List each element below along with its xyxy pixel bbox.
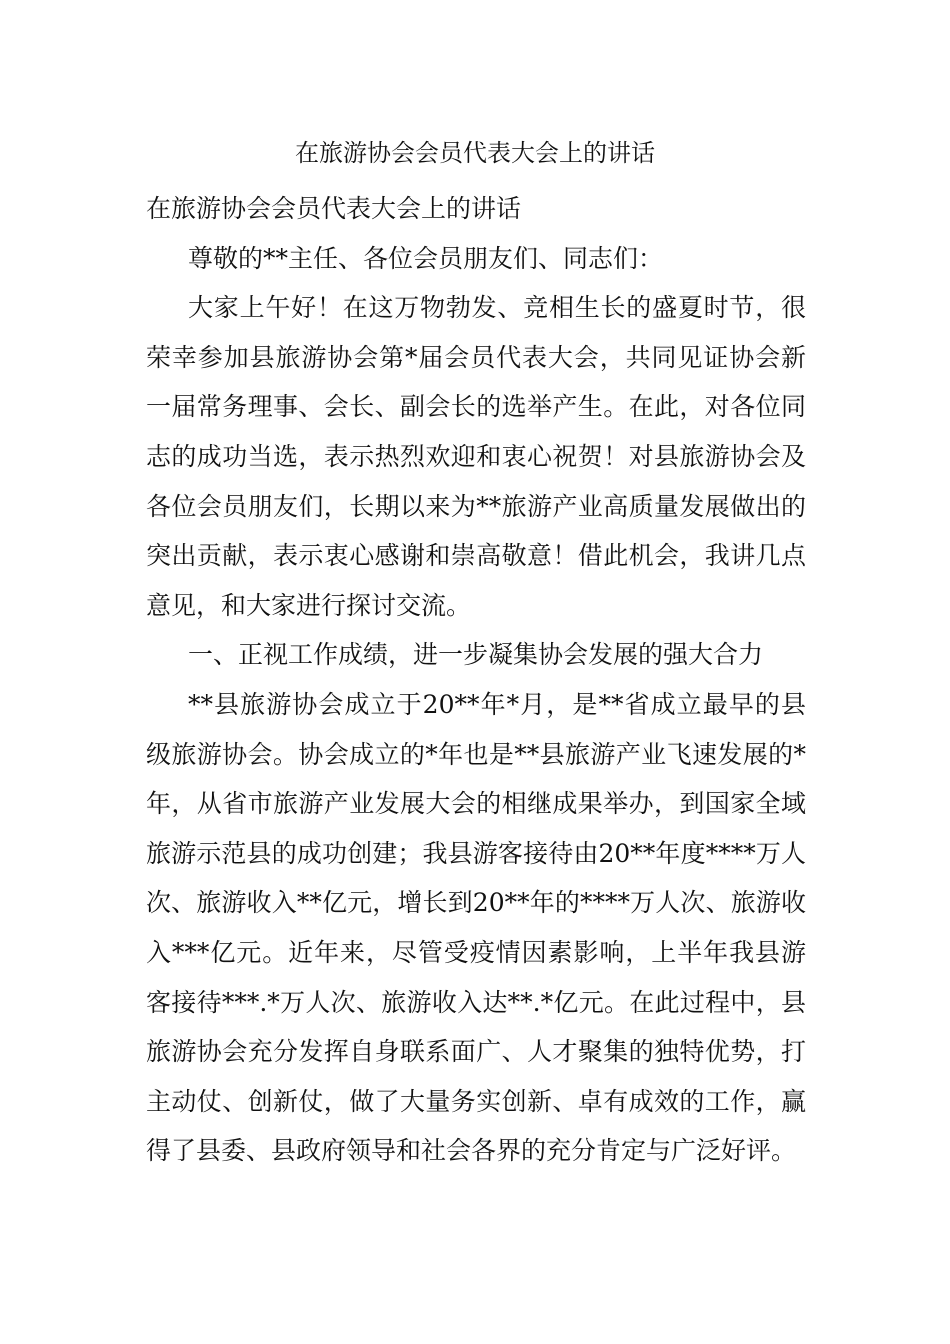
document-body — [146, 184, 806, 1176]
section-heading-1: 一、正视工作成绩，进一步凝集协会发展的强大合力 — [188, 640, 764, 670]
document-title: 在旅游协会会员代表大会上的讲话 — [295, 139, 655, 167]
paragraph-opening: 大家上午好！在这万物勃发、竞相生长的盛夏时节，很荣幸参加县旅游协会第*届会员代表大会，共同见证协会新一届常务理事、会长、副会长的选举产生。在此，对各位同志的成功当选，表示热烈欢迎和衷心祝贺！对县旅游协会及各位会员朋友们，长期以来为**旅游产业高质量发展做出的突出贡献，表示衷心感谢和崇高敬意！借此机会，我讲几点意见，和大家进行探讨交流。 — [146, 293, 806, 620]
salutation: 尊敬的**主任、各位会员朋友们、同志们： — [188, 243, 664, 273]
document-subtitle: 在旅游协会会员代表大会上的讲话 — [146, 194, 522, 223]
paragraph-achievements: **县旅游协会成立于20**年*月，是**省成立最早的县级旅游协会。协会成立的*年也是**县旅游产业飞速发展的*年，从省市旅游产业发展大会的相继成果举办，到国家全域旅游示范县的成功创建；我县游客接待由20**年度****万人次、旅游收入**亿元，增长到20**年的****万人次、旅游收入***亿元。近年来，尽管受疫情因素影响，上半年我县游客接待***.*万人次、旅游收入达**.*亿元。在此过程中，县旅游协会充分发挥自身联系面广、人才聚集的独特优势，打主动仗、创新仗，做了大量务实创新、卓有成效的工作，赢得了县委、县政府领导和社会各界的充分肯定与广泛好评。 — [146, 689, 806, 1166]
